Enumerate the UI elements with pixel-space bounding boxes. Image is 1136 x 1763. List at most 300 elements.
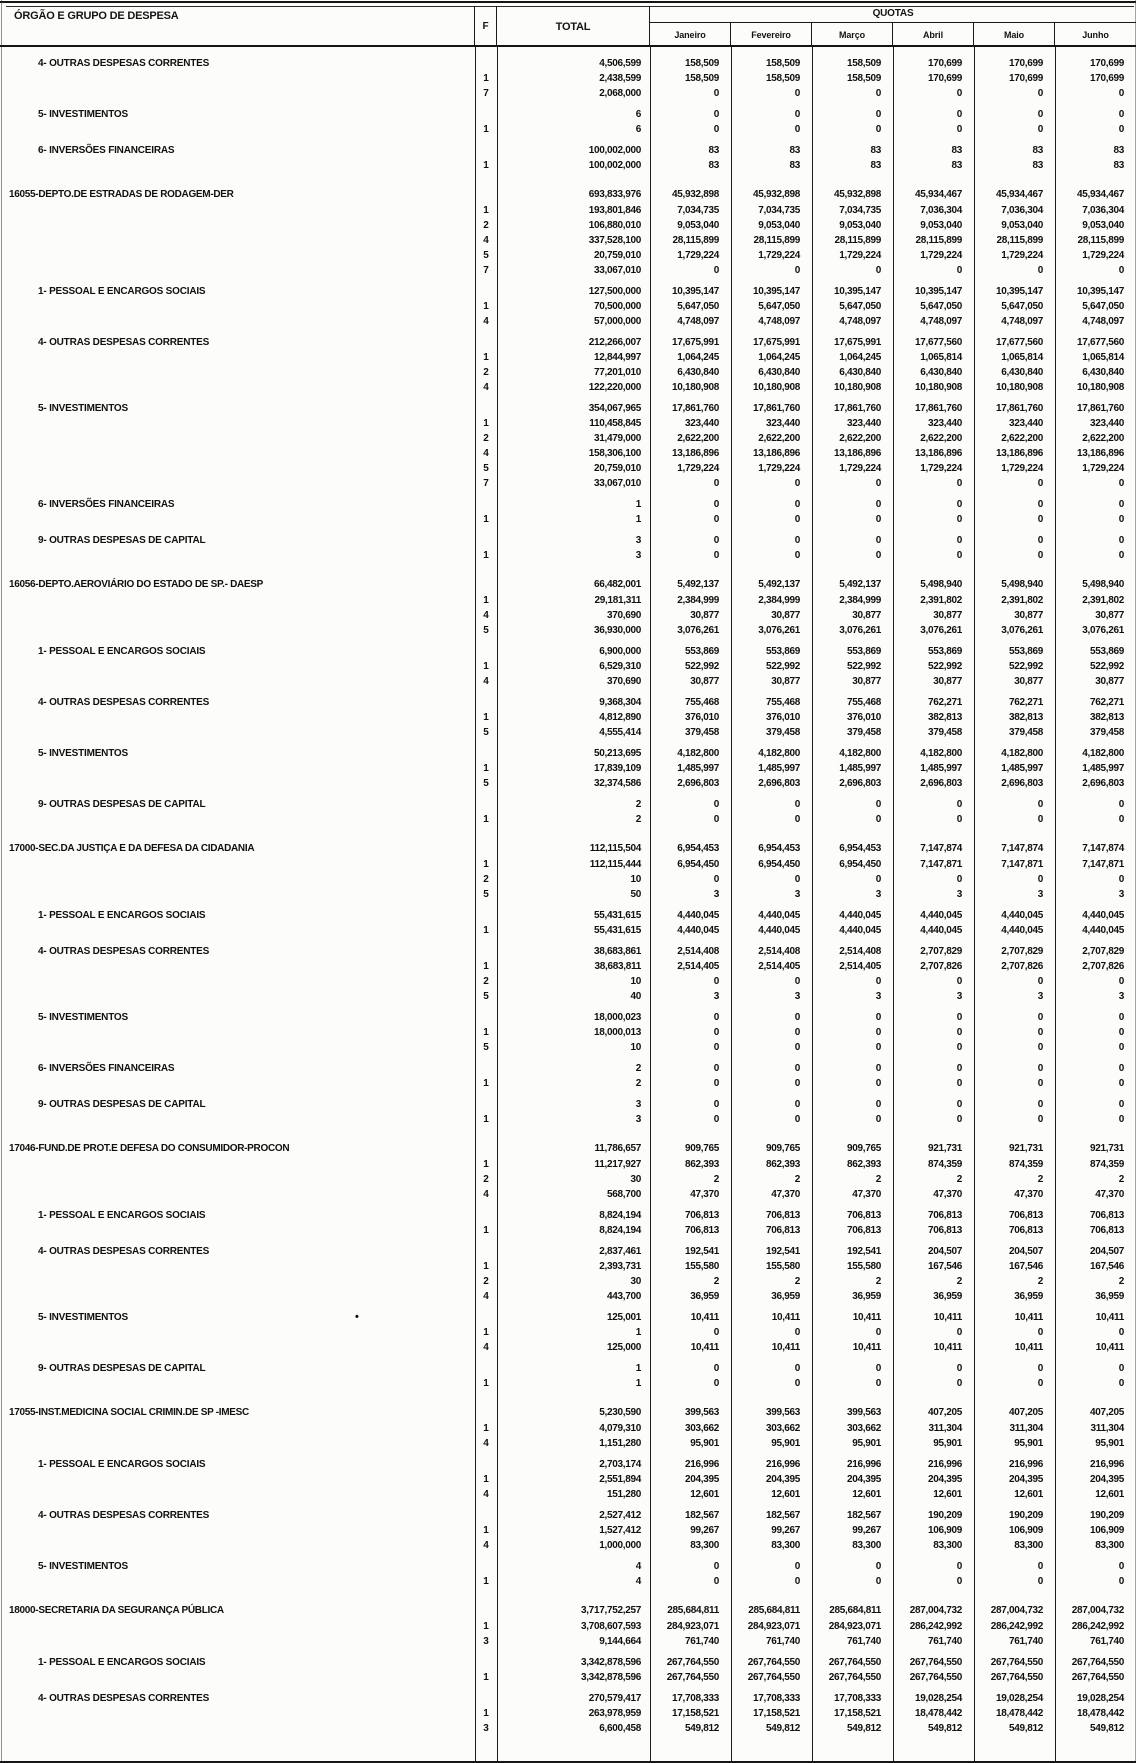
row-label: [0, 974, 475, 989]
table-row: [0, 263, 1136, 278]
row-quota-fevereiro: 522,992: [765, 661, 800, 672]
table-row: [0, 186, 1136, 203]
row-quota-janeiro: 0: [713, 1012, 719, 1023]
table-row: [0, 299, 1136, 314]
row-quota-maio: 17,677,560: [995, 337, 1043, 348]
row-quota-fevereiro: 399,563: [765, 1407, 800, 1418]
row-quota-marco: 0: [875, 478, 881, 489]
row-quota-maio: 1,729,224: [1001, 463, 1043, 474]
column-header-abril: Abril: [893, 23, 974, 47]
row-quota-janeiro: 1,729,224: [677, 463, 719, 474]
row-quota-maio: 0: [1037, 1561, 1043, 1572]
row-quota-abril: 13,186,896: [914, 448, 962, 459]
row-f-code: 7: [483, 265, 489, 276]
column-header-fevereiro: Fevereiro: [731, 23, 812, 47]
row-quota-junho: 553,869: [1089, 646, 1124, 657]
row-quota-fevereiro: 284,923,071: [747, 1621, 800, 1632]
row-total: 2,393,731: [599, 1261, 641, 1272]
row-f-code: 2: [483, 976, 489, 987]
row-quota-abril: 4,440,045: [920, 925, 962, 936]
row-total: 3: [635, 1099, 641, 1110]
table-row: [0, 1376, 1136, 1391]
row-quota-abril: 17,677,560: [914, 337, 962, 348]
row-label: [0, 86, 475, 101]
row-quota-janeiro: 399,563: [684, 1407, 719, 1418]
row-quota-fevereiro: 30,877: [771, 676, 800, 687]
table-row: [0, 1670, 1136, 1685]
row-quota-fevereiro: 2,622,200: [758, 433, 800, 444]
row-quota-janeiro: 755,468: [684, 697, 719, 708]
row-quota-maio: 921,731: [1008, 1143, 1043, 1154]
row-quota-marco: 285,684,811: [829, 1605, 881, 1616]
table-row: [0, 1655, 1136, 1670]
row-total: 1: [635, 1378, 641, 1389]
row-f-code: 4: [483, 1189, 489, 1200]
row-quota-abril: 0: [956, 550, 962, 561]
row-f-code: [475, 840, 497, 857]
row-label: 9- OUTRAS DESPESAS DE CAPITAL: [38, 1099, 206, 1110]
table-row: [0, 1634, 1136, 1649]
row-quota-marco: 83,300: [852, 1540, 881, 1551]
row-label: [0, 218, 475, 233]
row-label: [0, 512, 475, 527]
row-quota-janeiro: 0: [713, 109, 719, 120]
table-row: [0, 1076, 1136, 1091]
row-total: 370,690: [606, 610, 641, 621]
row-quota-abril: 17,861,760: [914, 403, 962, 414]
row-label: [0, 623, 475, 638]
row-label: [0, 1040, 475, 1055]
row-f-code: 1: [483, 1159, 489, 1170]
row-quota-maio: 7,147,874: [1001, 843, 1043, 854]
row-quota-abril: 30,877: [933, 610, 962, 621]
row-quota-abril: 0: [956, 1561, 962, 1572]
row-total: 122,220,000: [588, 382, 641, 393]
row-quota-junho: 6,430,840: [1082, 367, 1124, 378]
row-total: 33,067,010: [593, 265, 641, 276]
table-row: [0, 659, 1136, 674]
row-quota-abril: 5,498,940: [920, 579, 962, 590]
row-label: 1- PESSOAL E ENCARGOS SOCIAIS: [38, 910, 206, 921]
row-quota-fevereiro: 12,601: [771, 1489, 800, 1500]
row-quota-fevereiro: 0: [794, 1327, 800, 1338]
row-quota-fevereiro: 10,411: [771, 1312, 800, 1323]
row-quota-maio: 0: [1037, 478, 1043, 489]
row-quota-junho: 0: [1118, 799, 1124, 810]
row-total: 30: [630, 1174, 641, 1185]
row-quota-janeiro: 17,861,760: [671, 403, 719, 414]
row-quota-maio: 3,076,261: [1001, 625, 1043, 636]
row-label: [0, 1538, 475, 1553]
row-f-code: 1: [483, 1708, 489, 1719]
row-total: 100,002,000: [588, 145, 641, 156]
row-quota-marco: 0: [875, 1042, 881, 1053]
row-quota-junho: 379,458: [1089, 727, 1124, 738]
row-quota-marco: 1,729,224: [839, 463, 881, 474]
row-quota-abril: 2,707,829: [920, 946, 962, 957]
row-f-code: [475, 497, 497, 512]
table-row: [0, 1172, 1136, 1187]
row-quota-janeiro: 553,869: [684, 646, 719, 657]
row-total: 6: [635, 109, 641, 120]
row-f-code: [475, 908, 497, 923]
row-quota-marco: 5,492,137: [839, 579, 881, 590]
row-quota-maio: 311,304: [1009, 1423, 1043, 1434]
row-quota-maio: 4,748,097: [1001, 316, 1043, 327]
row-quota-maio: 190,209: [1008, 1510, 1043, 1521]
row-quota-marco: 2,514,408: [839, 946, 881, 957]
row-quota-janeiro: 267,764,550: [666, 1657, 719, 1668]
row-quota-maio: 762,271: [1008, 697, 1043, 708]
row-f-code: 2: [483, 220, 489, 231]
row-f-code: [475, 401, 497, 416]
row-label: [0, 959, 475, 974]
row-quota-abril: 2: [956, 1174, 962, 1185]
row-quota-abril: 170,699: [927, 73, 962, 84]
row-quota-junho: 7,147,874: [1082, 843, 1124, 854]
row-total: 110,458,845: [589, 418, 641, 429]
row-quota-marco: 4,440,045: [839, 925, 881, 936]
row-quota-abril: 9,053,040: [920, 220, 962, 231]
row-quota-maio: 5,498,940: [1001, 579, 1043, 590]
row-quota-abril: 286,242,992: [909, 1621, 962, 1632]
row-quota-abril: 0: [956, 535, 962, 546]
row-quota-marco: 99,267: [852, 1525, 881, 1536]
row-quota-junho: 311,304: [1090, 1423, 1124, 1434]
row-quota-marco: 83: [870, 160, 881, 171]
row-quota-janeiro: 28,115,899: [672, 235, 719, 246]
row-label: [0, 1634, 475, 1649]
row-quota-janeiro: 10,180,908: [671, 382, 719, 393]
row-f-code: 5: [483, 1042, 489, 1053]
row-quota-maio: 874,359: [1008, 1159, 1043, 1170]
row-quota-junho: 170,699: [1089, 58, 1124, 69]
row-quota-abril: 45,934,467: [914, 189, 962, 200]
table-row: [0, 872, 1136, 887]
row-quota-abril: 36,959: [933, 1291, 962, 1302]
row-label: [0, 461, 475, 476]
row-total: 1,000,000: [599, 1540, 641, 1551]
row-quota-junho: 1,485,997: [1082, 763, 1124, 774]
table-row: [0, 533, 1136, 548]
row-quota-marco: 0: [875, 1099, 881, 1110]
row-quota-janeiro: 0: [713, 88, 719, 99]
row-quota-marco: 0: [875, 535, 881, 546]
row-quota-janeiro: 0: [713, 814, 719, 825]
row-quota-maio: 83,300: [1014, 1540, 1043, 1551]
row-quota-junho: 83: [1113, 160, 1124, 171]
row-quota-abril: 1,729,224: [920, 250, 962, 261]
table-row: [0, 1559, 1136, 1574]
row-f-code: 4: [483, 1540, 489, 1551]
row-quota-abril: 0: [956, 1378, 962, 1389]
row-label: [0, 1157, 475, 1172]
row-quota-maio: 549,812: [1008, 1723, 1043, 1734]
table-row: [0, 695, 1136, 710]
row-f-code: 1: [483, 418, 489, 429]
row-quota-fevereiro: 0: [794, 88, 800, 99]
row-total: 1: [635, 1327, 641, 1338]
column-header-janeiro: Janeiro: [650, 23, 731, 47]
row-quota-janeiro: 182,567: [684, 1510, 719, 1521]
row-label: 9- OUTRAS DESPESAS DE CAPITAL: [38, 1363, 206, 1374]
row-quota-marco: 95,901: [852, 1438, 881, 1449]
row-quota-maio: 13,186,896: [995, 448, 1043, 459]
row-quota-abril: 83,300: [933, 1540, 962, 1551]
row-label: 1- PESSOAL E ENCARGOS SOCIAIS: [38, 1459, 206, 1470]
row-quota-fevereiro: 0: [794, 514, 800, 525]
row-total: 38,683,861: [593, 946, 641, 957]
row-quota-maio: 1,485,997: [1001, 763, 1043, 774]
row-label: [0, 122, 475, 137]
row-f-code: [475, 186, 497, 203]
row-total: 2: [635, 799, 641, 810]
row-label: [0, 203, 475, 218]
row-quota-abril: 0: [956, 1063, 962, 1074]
row-quota-junho: 45,934,467: [1076, 189, 1124, 200]
row-quota-junho: 10,411: [1095, 1312, 1124, 1323]
row-quota-junho: 0: [1118, 1114, 1124, 1125]
row-quota-abril: 0: [956, 88, 962, 99]
row-quota-abril: 4,748,097: [920, 316, 962, 327]
row-total: 3,708,607,593: [580, 1621, 641, 1632]
row-quota-fevereiro: 5,647,050: [758, 301, 800, 312]
row-quota-maio: 1,065,814: [1001, 352, 1043, 363]
row-quota-maio: 19,028,254: [995, 1693, 1043, 1704]
row-total: 57,000,000: [593, 316, 641, 327]
row-label: [0, 989, 475, 1004]
row-quota-fevereiro: 2: [794, 1174, 800, 1185]
row-quota-janeiro: 267,764,550: [666, 1672, 719, 1683]
row-quota-maio: 30,877: [1014, 676, 1043, 687]
row-f-code: 2: [483, 433, 489, 444]
row-label: 4- OUTRAS DESPESAS CORRENTES: [38, 697, 210, 708]
row-quota-janeiro: 0: [713, 499, 719, 510]
table-row: [0, 959, 1136, 974]
row-quota-marco: 4,748,097: [839, 316, 881, 327]
row-quota-fevereiro: 3: [794, 889, 800, 900]
row-quota-maio: 12,601: [1014, 1489, 1043, 1500]
row-quota-fevereiro: 0: [794, 1099, 800, 1110]
row-f-code: 5: [483, 889, 489, 900]
row-quota-abril: 3: [956, 991, 962, 1002]
row-quota-abril: 0: [956, 1363, 962, 1374]
row-quota-fevereiro: 4,748,097: [758, 316, 800, 327]
row-quota-maio: 6,430,840: [1001, 367, 1043, 378]
row-quota-maio: 10,395,147: [995, 286, 1043, 297]
row-quota-fevereiro: 323,440: [765, 418, 800, 429]
row-quota-junho: 0: [1118, 124, 1124, 135]
row-quota-abril: 0: [956, 124, 962, 135]
row-label: 17055-INST.MEDICINA SOCIAL CRIMIN.DE SP -IMESC: [9, 1407, 249, 1418]
row-total: 1,151,280: [599, 1438, 641, 1449]
row-label: [0, 431, 475, 446]
table-row: [0, 776, 1136, 791]
row-quota-janeiro: 522,992: [684, 661, 719, 672]
table-row: [0, 284, 1136, 299]
row-label: 17046-FUND.DE PROT.E DEFESA DO CONSUMIDOR-PROCON: [9, 1143, 290, 1154]
row-quota-maio: 4,440,045: [1001, 925, 1043, 936]
row-quota-junho: 2: [1118, 1276, 1124, 1287]
row-label: 9- OUTRAS DESPESAS DE CAPITAL: [38, 535, 206, 546]
row-f-code: 1: [483, 1261, 489, 1272]
table-row: [0, 365, 1136, 380]
row-label: [0, 812, 475, 827]
row-quota-junho: 30,877: [1095, 676, 1124, 687]
row-total: 9,368,304: [599, 697, 641, 708]
column-header-junho: Junho: [1082, 30, 1109, 40]
row-f-code: 1: [483, 124, 489, 135]
row-quota-marco: 0: [875, 109, 881, 120]
row-quota-junho: 0: [1118, 814, 1124, 825]
row-quota-junho: 7,147,871: [1082, 859, 1124, 870]
row-quota-junho: 3: [1118, 889, 1124, 900]
row-total: 50: [630, 889, 641, 900]
row-quota-fevereiro: 99,267: [771, 1525, 800, 1536]
row-f-code: 1: [483, 1423, 489, 1434]
table-row: [0, 1244, 1136, 1259]
row-quota-abril: 30,877: [933, 676, 962, 687]
row-f-code: [475, 1010, 497, 1025]
row-total: 29,181,311: [594, 595, 641, 606]
row-f-code: [475, 1208, 497, 1223]
row-quota-abril: 0: [956, 499, 962, 510]
row-quota-maio: 0: [1037, 1363, 1043, 1374]
table-row: [0, 1574, 1136, 1589]
row-quota-janeiro: 761,740: [684, 1636, 719, 1647]
row-quota-janeiro: 36,959: [690, 1291, 719, 1302]
row-quota-marco: 0: [875, 799, 881, 810]
row-label: 4- OUTRAS DESPESAS CORRENTES: [38, 1693, 210, 1704]
row-quota-janeiro: 192,541: [684, 1246, 719, 1257]
row-quota-fevereiro: 83: [789, 145, 800, 156]
table-row: [0, 233, 1136, 248]
row-quota-janeiro: 0: [713, 1378, 719, 1389]
row-quota-maio: 0: [1037, 1114, 1043, 1125]
row-quota-abril: 28,115,899: [915, 235, 962, 246]
row-quota-junho: 0: [1118, 550, 1124, 561]
row-quota-maio: 0: [1037, 124, 1043, 135]
row-quota-maio: 761,740: [1008, 1636, 1043, 1647]
row-quota-janeiro: 2,514,405: [677, 961, 719, 972]
table-row: [0, 1487, 1136, 1502]
row-f-code: 1: [483, 712, 489, 723]
row-quota-fevereiro: 3: [794, 991, 800, 1002]
table-row: [0, 122, 1136, 137]
row-quota-fevereiro: 1,064,245: [758, 352, 800, 363]
row-total: 20,759,010: [593, 250, 641, 261]
row-quota-marco: 12,601: [852, 1489, 881, 1500]
row-quota-abril: 0: [956, 1327, 962, 1338]
row-quota-janeiro: 83: [708, 160, 719, 171]
row-label: [0, 1376, 475, 1391]
column-header-organ: ÓRGÃO E GRUPO DE DESPESA: [0, 6, 475, 47]
row-label: [0, 1259, 475, 1274]
row-quota-abril: 761,740: [927, 1636, 962, 1647]
row-f-code: 5: [483, 778, 489, 789]
row-quota-maio: 10,180,908: [995, 382, 1043, 393]
row-quota-junho: 10,180,908: [1076, 382, 1124, 393]
row-quota-abril: 0: [956, 1576, 962, 1587]
table-row: [0, 431, 1136, 446]
row-quota-fevereiro: 553,869: [765, 646, 800, 657]
row-quota-junho: 4,440,045: [1082, 910, 1124, 921]
row-quota-janeiro: 3: [713, 889, 719, 900]
row-total: 3: [635, 535, 641, 546]
month-header-row: [650, 23, 1136, 47]
row-f-code: [475, 1244, 497, 1259]
row-total: 568,700: [606, 1189, 641, 1200]
row-quota-maio: 706,813: [1008, 1225, 1043, 1236]
row-total: 2,703,174: [599, 1459, 641, 1470]
row-quota-marco: 2: [875, 1276, 881, 1287]
row-total: 6,900,000: [599, 646, 641, 657]
row-quota-junho: 190,209: [1089, 1510, 1124, 1521]
row-label: [0, 263, 475, 278]
row-quota-janeiro: 909,765: [684, 1143, 719, 1154]
row-quota-maio: 0: [1037, 265, 1043, 276]
table-row: [0, 461, 1136, 476]
row-quota-marco: 216,996: [846, 1459, 881, 1470]
row-quota-marco: 0: [875, 874, 881, 885]
row-label: [0, 1172, 475, 1187]
table-row: [0, 887, 1136, 902]
row-quota-janeiro: 0: [713, 1114, 719, 1125]
row-total: 18,000,013: [593, 1027, 641, 1038]
row-label: [0, 1223, 475, 1238]
row-quota-junho: 12,601: [1095, 1489, 1124, 1500]
row-label: [0, 233, 475, 248]
row-quota-fevereiro: 706,813: [765, 1210, 800, 1221]
row-quota-junho: 170,699: [1089, 73, 1124, 84]
row-label: 1- PESSOAL E ENCARGOS SOCIAIS: [38, 286, 206, 297]
row-quota-abril: 10,180,908: [914, 382, 962, 393]
row-quota-fevereiro: 6,954,453: [758, 843, 800, 854]
row-quota-abril: 1,065,814: [920, 352, 962, 363]
row-quota-fevereiro: 10,395,147: [752, 286, 800, 297]
row-label: [0, 1670, 475, 1685]
row-total: 2: [635, 814, 641, 825]
row-f-code: [475, 695, 497, 710]
row-quota-marco: 45,932,898: [833, 189, 881, 200]
table-row: [0, 1340, 1136, 1355]
row-label: 16055-DEPTO.DE ESTRADAS DE RODAGEM-DER: [9, 189, 234, 200]
row-quota-marco: 1,729,224: [839, 250, 881, 261]
table-row: [0, 1421, 1136, 1436]
row-quota-fevereiro: 2,384,999: [758, 595, 800, 606]
row-quota-marco: 2,696,803: [839, 778, 881, 789]
row-total: 4,506,599: [599, 58, 641, 69]
row-total: 20,759,010: [593, 463, 641, 474]
table-row: [0, 1157, 1136, 1172]
row-quota-junho: 0: [1118, 874, 1124, 885]
row-quota-janeiro: 17,708,333: [671, 1693, 719, 1704]
row-total: 3,717,752,257: [580, 1605, 641, 1616]
row-total: 1,527,412: [599, 1525, 641, 1536]
row-total: 112,115,444: [589, 859, 641, 870]
row-f-code: 2: [483, 874, 489, 885]
row-quota-junho: 0: [1118, 1363, 1124, 1374]
row-total: 4,079,310: [599, 1423, 641, 1434]
row-quota-abril: 706,813: [927, 1210, 962, 1221]
row-quota-maio: 0: [1037, 1576, 1043, 1587]
row-quota-abril: 0: [956, 1042, 962, 1053]
row-label: [0, 1619, 475, 1634]
row-quota-abril: 0: [956, 976, 962, 987]
row-total: 2,068,000: [599, 88, 641, 99]
row-label: [0, 872, 475, 887]
row-quota-abril: 6,430,840: [920, 367, 962, 378]
